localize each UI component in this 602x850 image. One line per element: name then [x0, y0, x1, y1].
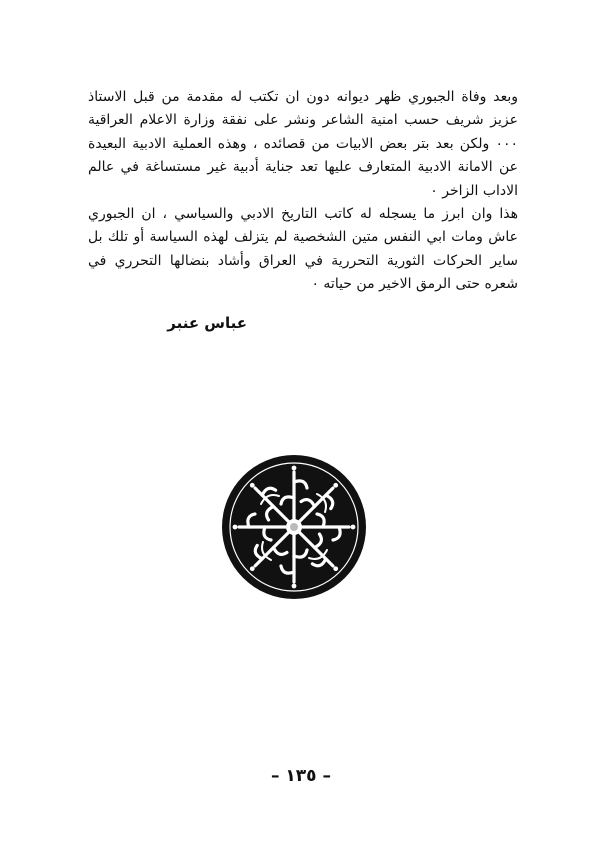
author-signature: عباس عنبر	[167, 314, 247, 332]
calligraphy-medallion-icon	[221, 454, 367, 600]
page-number: – ١٣٥ –	[271, 766, 331, 786]
body-text	[88, 86, 518, 297]
paragraph-2: هذا وان ابرز ما يسجله له كاتب التاريخ الادبي والسياسي ، ان الجبوري عاش ومات ابي النفس متين الشخصية لم يتزلف لهذه السياسة أو تلك بل ساير الحركات الثورية التحررية في العراق وأشاد بنضالها التحرري في شعره حتى الرمق الاخير من حياته ٠	[88, 206, 518, 293]
paragraph-1: وبعد وفاة الجبوري ظهر ديوانه دون ان تكتب له مقدمة من قبل الاستاذ عزيز شريف حسب امنية الشاعر ونشر على نفقة وزارة الاعلام العراقية ٠٠٠ ولكن بعد بتر بعض الابيات من قصائده ، وهذه العملية الادبية البعيدة عن الامانة الادبية المتعارف عليها تعد جناية أدبية غير مستساغة في عالم الاداب الزاخر ٠	[88, 89, 518, 199]
